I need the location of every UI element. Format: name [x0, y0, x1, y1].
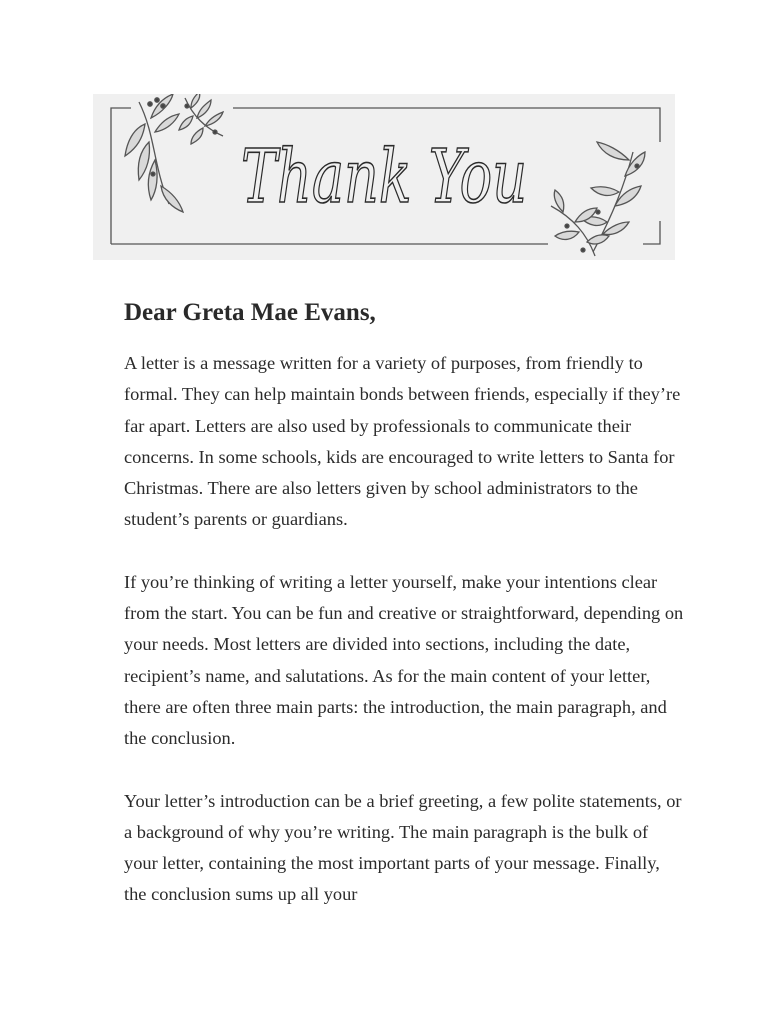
- olive-branch-icon: [125, 94, 223, 212]
- letter-paragraph: If you’re thinking of writing a letter yourself, make your intentions clear from the start. You can be fun and creative or straightforward, depending on your needs. Most letters are divided into sections, including the date, recipient’s name, and salutations. As for the main content of your letter, there are often three main parts: the introduction, the main paragraph, and the conclusion.: [124, 571, 684, 749]
- banner-title: Thank You: [241, 134, 527, 220]
- letter-paragraph: A letter is a message written for a variety of purposes, from friendly to formal. They can help maintain bonds between friends, especially if they’re far apart. Letters are also used by professionals to communicate their concerns. In some schools, kids are encouraged to write letters to Santa for Christmas. There are also letters given by school administrators to the student’s parents or guardians.: [124, 353, 681, 530]
- thank-you-banner: [93, 94, 675, 260]
- letter-greeting: Dear Greta Mae Evans,: [124, 299, 376, 326]
- letter-paragraph: Your letter’s introduction can be a brief greeting, a few polite statements, or a background of why you’re writing. The main paragraph is the bulk of your letter, containing the most important parts of your message. Finally, the conclusion sums up all your: [124, 790, 682, 905]
- banner-artwork: [93, 94, 675, 260]
- olive-branch-icon: [551, 142, 645, 256]
- letter-body: [124, 296, 684, 942]
